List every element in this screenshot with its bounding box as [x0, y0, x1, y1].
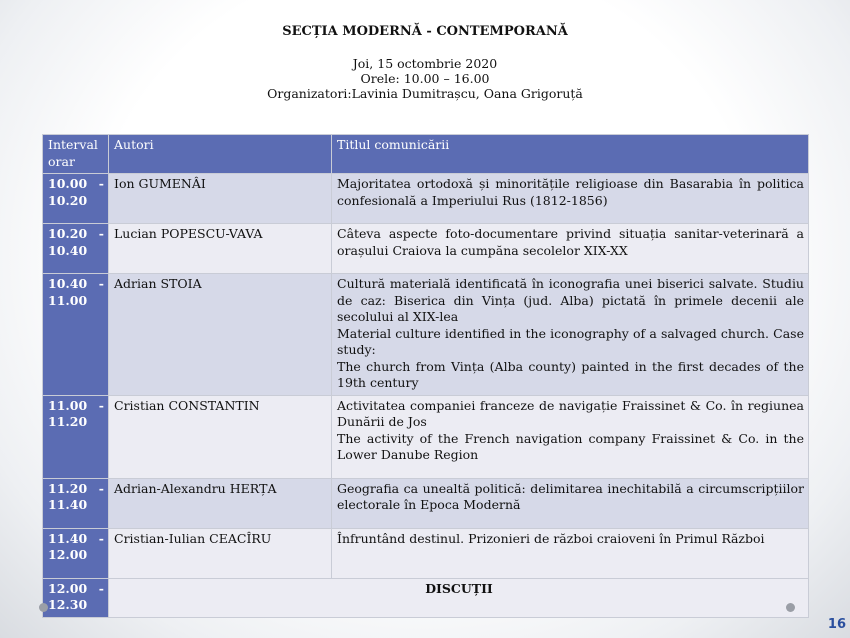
program-table	[42, 134, 809, 618]
time-interval	[43, 528, 109, 578]
author-cell: Ion GUMENÂI	[109, 174, 332, 224]
paper-title-cell	[332, 174, 809, 224]
time-start: 11.00	[48, 397, 88, 413]
time-end: 11.20	[48, 414, 88, 429]
page-number: 16	[827, 617, 846, 632]
time-interval	[43, 224, 109, 274]
table-row	[43, 174, 809, 224]
paper-title-line: The church from Vința (Alba county) painted in the first decades of the 19th century	[337, 358, 804, 390]
author-cell: Adrian-Alexandru HERȚA	[109, 478, 332, 528]
time-separator: -	[98, 226, 104, 241]
time-end: 11.00	[48, 292, 88, 308]
paper-title-line: Material culture identified in the iconography of a salvaged church. Case study:	[337, 325, 804, 357]
discussion-label: DISCUȚII	[109, 578, 809, 617]
time-separator: -	[98, 530, 104, 546]
paper-title-cell	[332, 224, 809, 274]
time-start: 11.40	[48, 530, 88, 546]
time-end: 12.00	[48, 547, 88, 562]
author-cell: Cristian-Iulian CEACÎRU	[109, 528, 332, 578]
time-end: 12.30	[48, 597, 88, 612]
author-cell: Adrian STOIA	[109, 274, 332, 396]
author-cell: Cristian CONSTANTIN	[109, 395, 332, 478]
paper-title-cell	[332, 395, 809, 478]
time-end: 11.40	[48, 497, 88, 512]
time-interval	[43, 478, 109, 528]
time-start: 10.40	[48, 276, 88, 291]
paper-title-line: Câteva aspecte foto-documentare privind situația sanitar-veterinară a orașului Craiova la cumpăna secolelor XIX-XX	[337, 226, 804, 258]
time-interval	[43, 274, 109, 396]
nav-dot-left-icon[interactable]	[39, 603, 48, 612]
paper-title-line: Majoritatea ortodoxă și minoritățile religioase din Basarabia în politica confesională a Imperiului Rus (1812-1856)	[337, 176, 804, 208]
discussion-row	[43, 578, 809, 617]
column-header-authors: Autori	[109, 135, 332, 174]
time-separator: -	[98, 397, 104, 413]
nav-dot-right-icon[interactable]	[786, 603, 795, 612]
time-separator: -	[98, 176, 104, 191]
session-hours: Orele: 10.00 – 16.00	[360, 71, 490, 86]
time-interval	[43, 578, 109, 617]
column-header-interval: Interval orar	[43, 135, 109, 174]
session-organizers: Organizatori:Lavinia Dumitrașcu, Oana Grigoruță	[267, 86, 583, 101]
paper-title-line: Cultură materială identificată în iconografia unei biserici salvate. Studiu de caz: Biserica din Vința (jud. Alba) pictată în primele decenii ale secolului al XIX-lea	[337, 276, 804, 324]
time-separator: -	[98, 580, 104, 596]
time-end: 10.40	[48, 242, 88, 258]
time-start: 11.20	[48, 480, 88, 496]
time-interval	[43, 395, 109, 478]
time-start: 10.20	[48, 226, 88, 241]
paper-title-cell	[332, 478, 809, 528]
table-header-row	[43, 135, 809, 174]
time-start: 10.00	[48, 176, 88, 191]
time-separator: -	[98, 480, 104, 496]
paper-title-line: Activitatea companiei franceze de navigație Fraissinet & Co. în regiunea Dunării de Jos	[337, 397, 804, 429]
paper-title-cell	[332, 274, 809, 396]
author-cell: Lucian POPESCU-VAVA	[109, 224, 332, 274]
paper-title-cell	[332, 528, 809, 578]
session-date: Joi, 15 octombrie 2020	[352, 56, 498, 71]
section-title: SECȚIA MODERNĂ - CONTEMPORANĂ	[282, 24, 568, 39]
table-row	[43, 478, 809, 528]
table-row	[43, 528, 809, 578]
time-interval	[43, 174, 109, 224]
paper-title-line: Geografia ca unealtă politică: delimitarea inechitabilă a circumscripțiilor electorale în Epoca Modernă	[337, 480, 804, 512]
time-separator: -	[98, 276, 104, 291]
table-row	[43, 224, 809, 274]
paper-title-line: The activity of the French navigation company Fraissinet & Co. in the Lower Danube Region	[337, 430, 804, 462]
time-start: 12.00	[48, 580, 88, 596]
table-row	[43, 274, 809, 396]
session-info	[0, 56, 850, 101]
paper-title-line: Înfruntând destinul. Prizonieri de război craioveni în Primul Război	[337, 530, 765, 546]
time-end: 10.20	[48, 192, 88, 208]
table-row	[43, 395, 809, 478]
column-header-title: Titlul comunicării	[332, 135, 809, 174]
